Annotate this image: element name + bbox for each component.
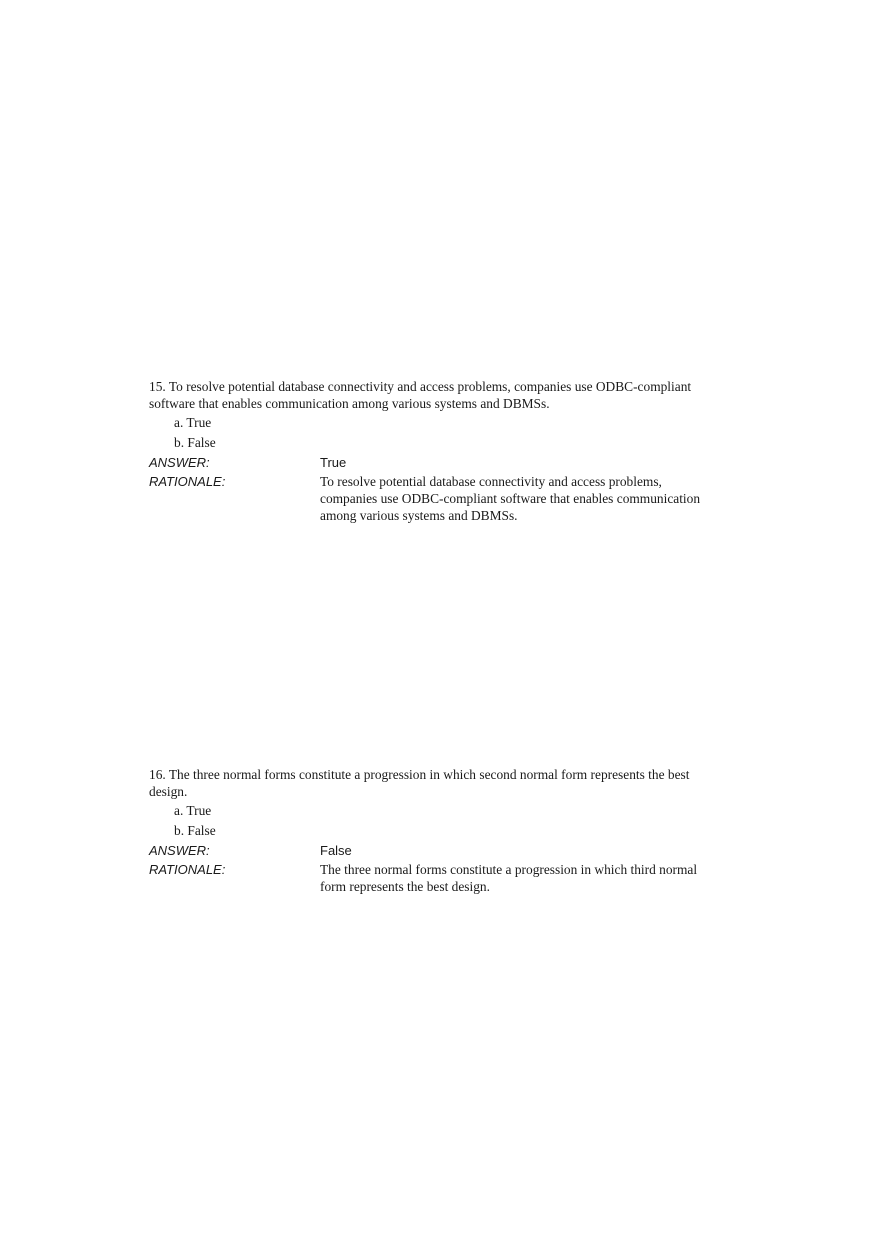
answer-label: ANSWER: xyxy=(149,455,210,470)
option-b: b. False xyxy=(174,435,216,450)
rationale-label: RATIONALE: xyxy=(149,474,226,489)
question-text: 16. The three normal forms constitute a progression in which second normal form represents the best design. xyxy=(149,767,690,799)
answer-label: ANSWER: xyxy=(149,843,210,858)
options-list xyxy=(174,801,724,841)
option-a: a. True xyxy=(174,415,212,430)
question-16 xyxy=(149,766,724,895)
rationale-label: RATIONALE: xyxy=(149,862,226,877)
answer-value: True xyxy=(320,455,347,470)
answer-value: False xyxy=(320,843,352,858)
rationale-row xyxy=(149,860,724,895)
question-text: 15. To resolve potential database connectivity and access problems, companies use ODBC-compliant software that enables communication among various systems and DBMSs. xyxy=(149,379,692,411)
option-b: b. False xyxy=(174,823,216,838)
rationale-text: The three normal forms constitute a progression in which third normal form represents the best design. xyxy=(320,862,698,894)
rationale-text: To resolve potential database connectivity and access problems, companies use ODBC-compliant software that enables communication among various systems and DBMSs. xyxy=(320,474,701,523)
option-a: a. True xyxy=(174,803,212,818)
question-15 xyxy=(149,378,724,524)
rationale-row xyxy=(149,472,724,524)
answer-row xyxy=(149,841,724,860)
answer-row xyxy=(149,453,724,472)
options-list xyxy=(174,413,724,453)
